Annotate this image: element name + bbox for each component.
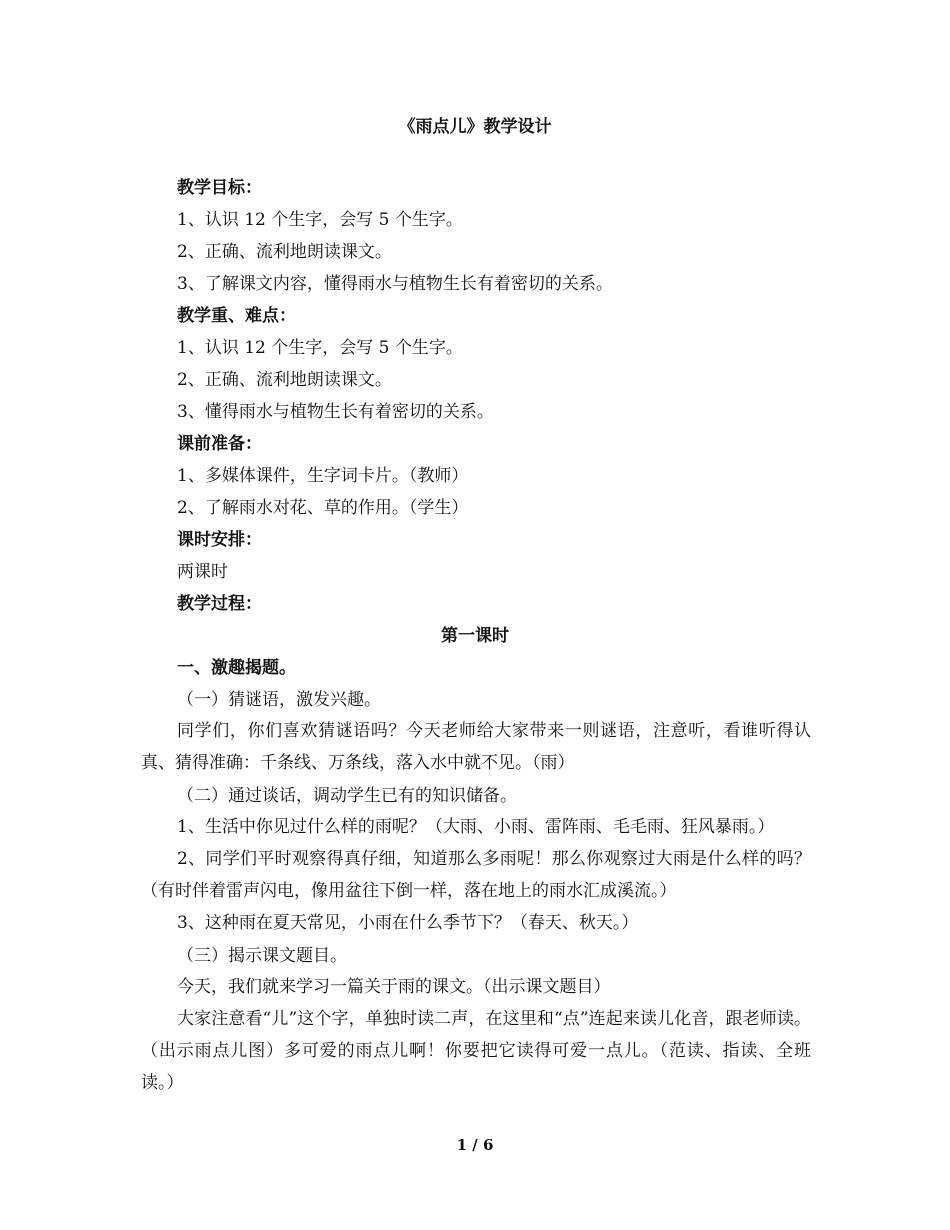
key-point-item-2: 2、正确、流利地朗读课文。 [177, 370, 392, 390]
paragraph-observation: 2、同学们平时观察得真仔细，知道那么多雨呢！那么你观察过大雨是什么样的吗？（有时伴着雷声闪电，像用盆往下倒一样，落在地上的雨水汇成溪流。） [141, 849, 811, 901]
preparation-item-2: 2、了解雨水对花、草的作用。（学生） [177, 498, 469, 518]
paragraph-seasons: 3、这种雨在夏天常见，小雨在什么季节下？（春天、秋天。） [177, 913, 639, 933]
preparation-item-1: 1、多媒体课件，生字词卡片。（教师） [177, 466, 469, 486]
schedule-heading: 课时安排： [177, 530, 262, 550]
process-heading: 教学过程： [177, 594, 262, 614]
step-2: （二）通过谈话，调动学生已有的知识储备。 [177, 786, 517, 806]
step-1: （一）猜谜语，激发兴趣。 [177, 690, 381, 710]
step-3: （三）揭示课文题目。 [177, 946, 347, 966]
paragraph-reveal-title: 今天，我们就来学习一篇关于雨的课文。（出示课文题目） [177, 977, 611, 997]
key-points-heading: 教学重、难点： [177, 306, 296, 326]
goal-item-2: 2、正确、流利地朗读课文。 [177, 242, 392, 262]
document-title: 《雨点儿》教学设计 [398, 117, 552, 137]
key-point-item-3: 3、懂得雨水与植物生长有着密切的关系。 [177, 402, 494, 422]
page-number: 1 / 6 [456, 1136, 494, 1154]
paragraph-riddle: 同学们，你们喜欢猜谜语吗？今天老师给大家带来一则谜语，注意听，看谁听得认真、猜得准确：千条线、万条线，落入水中就不见。（雨） [141, 721, 811, 773]
section-heading: 一、激趣揭题。 [177, 658, 296, 678]
goal-item-3: 3、了解课文内容，懂得雨水与植物生长有着密切的关系。 [177, 274, 613, 294]
goal-item-1: 1、认识 12 个生字，会写 5 个生字。 [177, 210, 463, 230]
lesson-title: 第一课时 [441, 626, 509, 646]
preparation-heading: 课前准备： [177, 434, 262, 454]
key-point-item-1: 1、认识 12 个生字，会写 5 个生字。 [177, 338, 463, 358]
schedule-value: 两课时 [177, 562, 228, 582]
goals-heading: 教学目标： [177, 178, 262, 198]
paragraph-rain-types: 1、生活中你见过什么样的雨呢？（大雨、小雨、雷阵雨、毛毛雨、狂风暴雨。） [177, 817, 775, 837]
paragraph-reading: 大家注意看“儿”这个字，单独时读二声，在这里和“点”连起来读儿化音，跟老师读。（出示雨点儿图）多可爱的雨点儿啊！你要把它读得可爱一点儿。（范读、指读、全班读。） [141, 1009, 811, 1093]
